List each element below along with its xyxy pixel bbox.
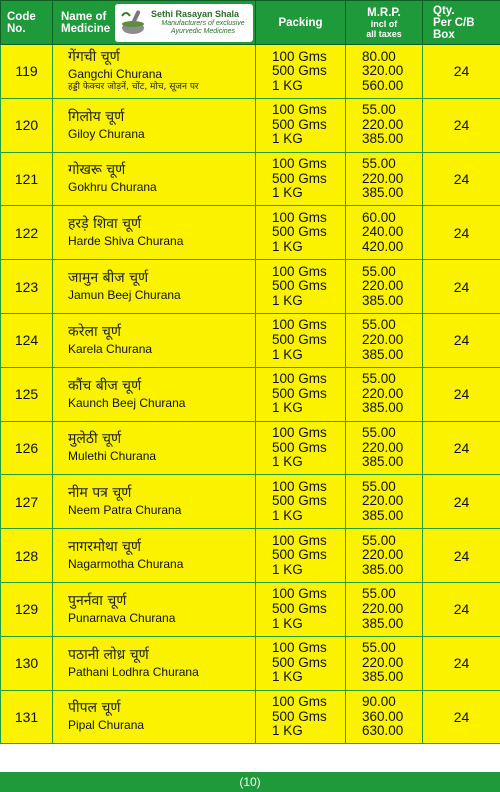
mrp-value: 560.00 xyxy=(362,77,404,93)
mrp-cell xyxy=(346,582,423,636)
qty-cell: 24 xyxy=(423,421,500,475)
table-row xyxy=(1,636,500,690)
code-cell: 129 xyxy=(1,582,53,636)
packing-cell xyxy=(256,690,346,744)
code-cell: 125 xyxy=(1,367,53,421)
packing-cell xyxy=(256,529,346,583)
medicine-hindi-name: गोखरू चूर्ण xyxy=(68,162,126,179)
medicine-english-name: Karela Churana xyxy=(68,341,153,356)
packing-size: 1 KG xyxy=(272,239,303,255)
mrp-value: 55.00 xyxy=(362,102,396,118)
code-cell: 122 xyxy=(1,206,53,260)
mrp-value: 385.00 xyxy=(362,615,404,631)
name-cell xyxy=(53,260,256,314)
code-cell: 126 xyxy=(1,421,53,475)
name-cell xyxy=(53,529,256,583)
mrp-value: 385.00 xyxy=(362,561,404,577)
packing-cell xyxy=(256,367,346,421)
mrp-value: 220.00 xyxy=(362,170,404,186)
mrp-value: 55.00 xyxy=(362,156,396,172)
packing-size: 100 Gms xyxy=(272,694,327,710)
mrp-value: 55.00 xyxy=(362,371,396,387)
medicine-hindi-name: कौंच बीज चूर्ण xyxy=(68,377,142,394)
packing-size: 100 Gms xyxy=(272,586,327,602)
table-row xyxy=(1,582,500,636)
medicine-english-name: Nagarmotha Churana xyxy=(68,557,184,572)
mrp-cell xyxy=(346,45,423,99)
mrp-value: 55.00 xyxy=(362,425,396,441)
medicine-english-name: Gangchi Churana xyxy=(68,67,163,82)
table-row xyxy=(1,206,500,260)
mrp-value: 55.00 xyxy=(362,640,396,656)
medicine-english-name: Neem Patra Churana xyxy=(68,503,182,518)
medicine-hindi-name: गेंगची चूर्ण xyxy=(68,49,120,66)
mrp-value: 220.00 xyxy=(362,278,404,294)
header-code: Code No. xyxy=(1,1,53,45)
medicine-english-name: Punarnava Churana xyxy=(68,610,176,625)
page-number-footer: (10) xyxy=(0,772,500,792)
packing-size: 100 Gms xyxy=(272,263,327,279)
packing-size: 1 KG xyxy=(272,131,303,147)
name-cell xyxy=(53,45,256,99)
mrp-cell xyxy=(346,690,423,744)
packing-size: 500 Gms xyxy=(272,224,327,240)
medicine-hindi-name: नीम पत्र चूर्ण xyxy=(68,485,132,502)
header-qty: Qty. Per C/B Box xyxy=(423,1,500,45)
packing-size: 100 Gms xyxy=(272,156,327,172)
packing-size: 100 Gms xyxy=(272,209,327,225)
packing-cell xyxy=(256,45,346,99)
packing-size: 1 KG xyxy=(272,346,303,362)
mrp-value: 385.00 xyxy=(362,508,404,524)
packing-cell xyxy=(256,313,346,367)
table-row xyxy=(1,529,500,583)
packing-size: 500 Gms xyxy=(272,439,327,455)
mrp-cell xyxy=(346,98,423,152)
mrp-cell xyxy=(346,206,423,260)
packing-size: 100 Gms xyxy=(272,532,327,548)
packing-size: 100 Gms xyxy=(272,371,327,387)
packing-size: 100 Gms xyxy=(272,425,327,441)
table-row xyxy=(1,690,500,744)
mrp-value: 220.00 xyxy=(362,116,404,132)
packing-size: 100 Gms xyxy=(272,317,327,333)
name-cell xyxy=(53,313,256,367)
medicine-english-name: Mulethi Churana xyxy=(68,449,157,464)
mrp-value: 385.00 xyxy=(362,669,404,685)
packing-cell xyxy=(256,636,346,690)
mrp-value: 385.00 xyxy=(362,400,404,416)
mrp-value: 385.00 xyxy=(362,131,404,147)
medicine-hindi-name: मुलेठी चूर्ण xyxy=(68,431,122,448)
mrp-value: 385.00 xyxy=(362,346,404,362)
brand-logo-box xyxy=(115,4,253,42)
mrp-cell xyxy=(346,529,423,583)
packing-size: 100 Gms xyxy=(272,478,327,494)
medicine-hindi-name: पठानी लोध्र चूर्ण xyxy=(68,646,149,663)
mrp-value: 360.00 xyxy=(362,708,404,724)
qty-cell: 24 xyxy=(423,529,500,583)
packing-size: 500 Gms xyxy=(272,601,327,617)
qty-cell: 24 xyxy=(423,582,500,636)
medicine-usage-note: हड्डी फेक्चर जोड़नें, चोंट, मोच, सूजन पर xyxy=(68,82,199,93)
qty-cell: 24 xyxy=(423,367,500,421)
code-cell: 130 xyxy=(1,636,53,690)
medicine-english-name: Pipal Churana xyxy=(68,718,145,733)
mrp-cell xyxy=(346,313,423,367)
name-cell xyxy=(53,582,256,636)
qty-cell: 24 xyxy=(423,690,500,744)
qty-cell: 24 xyxy=(423,313,500,367)
name-cell xyxy=(53,367,256,421)
code-cell: 121 xyxy=(1,152,53,206)
packing-size: 1 KG xyxy=(272,454,303,470)
packing-size: 500 Gms xyxy=(272,385,327,401)
table-header-row xyxy=(1,1,500,45)
table-row xyxy=(1,45,500,99)
mrp-value: 55.00 xyxy=(362,478,396,494)
packing-size: 100 Gms xyxy=(272,640,327,656)
code-cell: 124 xyxy=(1,313,53,367)
packing-size: 1 KG xyxy=(272,292,303,308)
mortar-pestle-icon xyxy=(118,7,148,37)
mrp-cell xyxy=(346,636,423,690)
medicine-hindi-name: जामुन बीज चूर्ण xyxy=(68,270,149,287)
header-name: Name of Medicine Sethi Rasayan Shala Manufacturers of exclusive Ayurvedic Medicines xyxy=(53,1,256,45)
mrp-cell xyxy=(346,475,423,529)
packing-size: 500 Gms xyxy=(272,278,327,294)
mrp-value: 80.00 xyxy=(362,48,396,64)
packing-size: 500 Gms xyxy=(272,170,327,186)
medicine-english-name: Harde Shiva Churana xyxy=(68,234,184,249)
qty-cell: 24 xyxy=(423,45,500,99)
mrp-value: 240.00 xyxy=(362,224,404,240)
packing-size: 1 KG xyxy=(272,615,303,631)
medicine-english-name: Jamun Beej Churana xyxy=(68,288,181,303)
mrp-value: 420.00 xyxy=(362,239,404,255)
medicine-english-name: Pathani Lodhra Churana xyxy=(68,664,199,679)
code-cell: 127 xyxy=(1,475,53,529)
medicine-hindi-name: हरड़े शिवा चूर्ण xyxy=(68,216,142,233)
medicine-hindi-name: गिलोय चूर्ण xyxy=(68,108,125,125)
packing-cell xyxy=(256,152,346,206)
packing-cell xyxy=(256,260,346,314)
name-cell xyxy=(53,690,256,744)
packing-size: 500 Gms xyxy=(272,493,327,509)
packing-size: 500 Gms xyxy=(272,654,327,670)
table-row xyxy=(1,367,500,421)
packing-size: 500 Gms xyxy=(272,116,327,132)
table-row xyxy=(1,475,500,529)
mrp-value: 220.00 xyxy=(362,439,404,455)
name-cell xyxy=(53,206,256,260)
name-cell xyxy=(53,636,256,690)
table-row xyxy=(1,260,500,314)
name-cell xyxy=(53,421,256,475)
packing-size: 1 KG xyxy=(272,508,303,524)
mrp-cell xyxy=(346,152,423,206)
mrp-value: 220.00 xyxy=(362,385,404,401)
mrp-value: 385.00 xyxy=(362,185,404,201)
packing-cell xyxy=(256,582,346,636)
packing-size: 500 Gms xyxy=(272,332,327,348)
mrp-value: 55.00 xyxy=(362,586,396,602)
code-cell: 123 xyxy=(1,260,53,314)
medicine-english-name: Kaunch Beej Churana xyxy=(68,395,186,410)
medicine-hindi-name: नागरमोथा चूर्ण xyxy=(68,539,142,556)
mrp-value: 220.00 xyxy=(362,601,404,617)
mrp-value: 320.00 xyxy=(362,63,404,79)
mrp-value: 220.00 xyxy=(362,547,404,563)
qty-cell: 24 xyxy=(423,98,500,152)
name-cell xyxy=(53,98,256,152)
mrp-cell xyxy=(346,260,423,314)
table-row xyxy=(1,421,500,475)
mrp-value: 385.00 xyxy=(362,454,404,470)
mrp-cell xyxy=(346,367,423,421)
packing-cell xyxy=(256,475,346,529)
packing-size: 500 Gms xyxy=(272,708,327,724)
qty-cell: 24 xyxy=(423,636,500,690)
packing-size: 100 Gms xyxy=(272,48,327,64)
packing-cell xyxy=(256,206,346,260)
table-row xyxy=(1,313,500,367)
code-cell: 131 xyxy=(1,690,53,744)
mrp-value: 55.00 xyxy=(362,263,396,279)
brand-tagline: Manufacturers of exclusive Ayurvedic Medicines xyxy=(161,20,245,35)
brand-title: Sethi Rasayan Shala xyxy=(151,9,240,19)
packing-size: 100 Gms xyxy=(272,102,327,118)
packing-size: 1 KG xyxy=(272,185,303,201)
qty-cell: 24 xyxy=(423,260,500,314)
medicine-hindi-name: करेला चूर्ण xyxy=(68,323,122,340)
packing-size: 500 Gms xyxy=(272,547,327,563)
name-cell xyxy=(53,152,256,206)
mrp-value: 55.00 xyxy=(362,532,396,548)
header-packing: Packing xyxy=(256,1,346,45)
code-cell: 119 xyxy=(1,45,53,99)
packing-cell xyxy=(256,421,346,475)
code-cell: 128 xyxy=(1,529,53,583)
mrp-value: 220.00 xyxy=(362,493,404,509)
mrp-value: 630.00 xyxy=(362,723,404,739)
mrp-value: 55.00 xyxy=(362,317,396,333)
qty-cell: 24 xyxy=(423,152,500,206)
packing-size: 500 Gms xyxy=(272,63,327,79)
table-row xyxy=(1,152,500,206)
table-row xyxy=(1,98,500,152)
code-cell: 120 xyxy=(1,98,53,152)
mrp-cell xyxy=(346,421,423,475)
mrp-value: 220.00 xyxy=(362,654,404,670)
medicine-hindi-name: पुनर्नवा चूर्ण xyxy=(68,592,127,609)
mrp-value: 60.00 xyxy=(362,209,396,225)
packing-size: 1 KG xyxy=(272,669,303,685)
packing-size: 1 KG xyxy=(272,561,303,577)
packing-size: 1 KG xyxy=(272,723,303,739)
mrp-value: 385.00 xyxy=(362,292,404,308)
packing-size: 1 KG xyxy=(272,77,303,93)
mrp-value: 220.00 xyxy=(362,332,404,348)
packing-cell xyxy=(256,98,346,152)
name-cell xyxy=(53,475,256,529)
packing-size: 1 KG xyxy=(272,400,303,416)
medicine-english-name: Giloy Churana xyxy=(68,126,145,141)
qty-cell: 24 xyxy=(423,206,500,260)
medicine-hindi-name: पीपल चूर्ण xyxy=(68,700,121,717)
mrp-value: 90.00 xyxy=(362,694,396,710)
medicine-english-name: Gokhru Churana xyxy=(68,180,157,195)
header-mrp: M.R.P. incl of all taxes xyxy=(346,1,423,45)
qty-cell: 24 xyxy=(423,475,500,529)
